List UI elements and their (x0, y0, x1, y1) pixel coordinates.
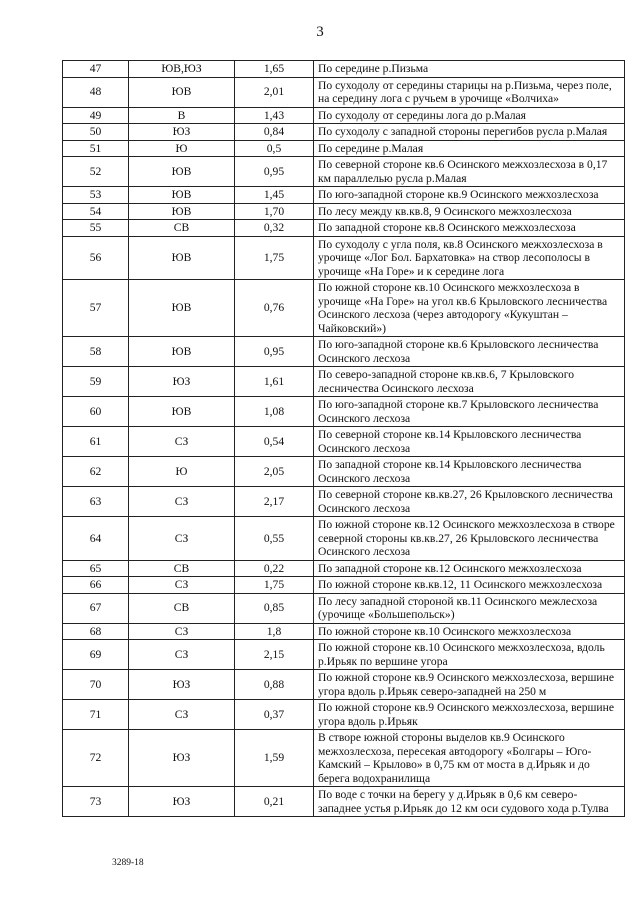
direction-cell: СЗ (129, 700, 235, 730)
row-number-cell: 63 (63, 487, 129, 517)
row-number-cell: 61 (63, 427, 129, 457)
length-cell: 0,37 (235, 700, 314, 730)
table-row (63, 107, 625, 124)
direction-cell: ЮВ (129, 203, 235, 220)
table-row (63, 640, 625, 670)
length-cell: 1,59 (235, 730, 314, 787)
table-row (63, 457, 625, 487)
row-number-cell: 72 (63, 730, 129, 787)
page-number: 3 (316, 24, 324, 40)
direction-cell: ЮВ (129, 280, 235, 337)
length-cell: 0,5 (235, 140, 314, 157)
row-number-cell: 47 (63, 61, 129, 78)
table-row (63, 236, 625, 280)
direction-cell: ЮВ (129, 236, 235, 280)
row-number-cell: 60 (63, 397, 129, 427)
table-row (63, 427, 625, 457)
length-cell: 1,75 (235, 236, 314, 280)
length-cell: 0,95 (235, 157, 314, 187)
description-cell: По южной стороне кв.10 Осинского межхозлесхоза, вдоль р.Ирьяк по вершине угора (314, 640, 625, 670)
length-cell: 0,54 (235, 427, 314, 457)
direction-cell: ЮЗ (129, 730, 235, 787)
length-cell: 0,88 (235, 670, 314, 700)
row-number-cell: 51 (63, 140, 129, 157)
row-number-cell: 57 (63, 280, 129, 337)
table-row (63, 560, 625, 577)
length-cell: 1,8 (235, 623, 314, 640)
table-row (63, 187, 625, 204)
row-number-cell: 50 (63, 124, 129, 141)
length-cell: 1,08 (235, 397, 314, 427)
row-number-cell: 58 (63, 337, 129, 367)
description-cell: По западной стороне кв.8 Осинского межхозлесхоза (314, 220, 625, 237)
length-cell: 0,55 (235, 517, 314, 561)
table-row (63, 140, 625, 157)
length-cell: 0,22 (235, 560, 314, 577)
direction-cell: ЮВ (129, 77, 235, 107)
direction-cell: СЗ (129, 487, 235, 517)
description-cell: По южной стороне кв.9 Осинского межхозлесхоза, вершине угора вдоль р.Ирьяк (314, 700, 625, 730)
length-cell: 2,15 (235, 640, 314, 670)
table-row (63, 730, 625, 787)
row-number-cell: 65 (63, 560, 129, 577)
table-row (63, 337, 625, 367)
direction-cell: ЮЗ (129, 670, 235, 700)
table-row (63, 157, 625, 187)
description-cell: По середине р.Малая (314, 140, 625, 157)
description-cell: По южной стороне кв.10 Осинского межхозлесхоза в урочище «На Горе» на угол кв.6 Крыловского лесничества Осинского лесхоза (через автодорогу «Кукуштан – Чайковский») (314, 280, 625, 337)
table-row (63, 670, 625, 700)
direction-cell: СЗ (129, 517, 235, 561)
description-cell: По юго-западной стороне кв.7 Крыловского лесничества Осинского лесхоза (314, 397, 625, 427)
table-row (63, 593, 625, 623)
length-cell: 1,70 (235, 203, 314, 220)
direction-cell: ЮЗ (129, 124, 235, 141)
length-cell: 0,21 (235, 787, 314, 817)
description-cell: По лесу западной стороной кв.11 Осинского межлесхоза (урочище «Большепольск») (314, 593, 625, 623)
length-cell: 0,85 (235, 593, 314, 623)
row-number-cell: 54 (63, 203, 129, 220)
row-number-cell: 48 (63, 77, 129, 107)
row-number-cell: 66 (63, 577, 129, 594)
direction-cell: ЮВ (129, 337, 235, 367)
direction-cell: СВ (129, 220, 235, 237)
length-cell: 2,01 (235, 77, 314, 107)
table-row (63, 203, 625, 220)
length-cell: 1,75 (235, 577, 314, 594)
boundary-table (62, 60, 625, 817)
description-cell: По северной стороне кв.14 Крыловского лесничества Осинского лесхоза (314, 427, 625, 457)
description-cell: По суходолу от середины старицы на р.Пизьма, через поле, на середину лога с ручьем в урочище «Волчиха» (314, 77, 625, 107)
direction-cell: СВ (129, 593, 235, 623)
description-cell: По юго-западной стороне кв.6 Крыловского лесничества Осинского лесхоза (314, 337, 625, 367)
row-number-cell: 62 (63, 457, 129, 487)
description-cell: По середине р.Пизьма (314, 61, 625, 78)
description-cell: По суходолу с западной стороны перегибов русла р.Малая (314, 124, 625, 141)
row-number-cell: 67 (63, 593, 129, 623)
table-row (63, 700, 625, 730)
length-cell: 0,84 (235, 124, 314, 141)
row-number-cell: 70 (63, 670, 129, 700)
table-row (63, 397, 625, 427)
row-number-cell: 71 (63, 700, 129, 730)
direction-cell: ЮВ (129, 397, 235, 427)
table-row (63, 77, 625, 107)
direction-cell: СЗ (129, 427, 235, 457)
row-number-cell: 68 (63, 623, 129, 640)
direction-cell: В (129, 107, 235, 124)
table-row (63, 220, 625, 237)
table-row (63, 517, 625, 561)
row-number-cell: 64 (63, 517, 129, 561)
direction-cell: СВ (129, 560, 235, 577)
length-cell: 0,95 (235, 337, 314, 367)
direction-cell: ЮЗ (129, 787, 235, 817)
direction-cell: СЗ (129, 577, 235, 594)
description-cell: По воде с точки на берегу у д.Ирьяк в 0,6 км северо-западнее устья р.Ирьяк до 12 км оси судового хода р.Тулва (314, 787, 625, 817)
description-cell: По южной стороне кв.кв.12, 11 Осинского межхозлесхоза (314, 577, 625, 594)
length-cell: 0,32 (235, 220, 314, 237)
description-cell: По западной стороне кв.14 Крыловского лесничества Осинского лесхоза (314, 457, 625, 487)
length-cell: 2,17 (235, 487, 314, 517)
table-row (63, 280, 625, 337)
table-row (63, 787, 625, 817)
table-row (63, 124, 625, 141)
length-cell: 2,05 (235, 457, 314, 487)
length-cell: 1,45 (235, 187, 314, 204)
row-number-cell: 69 (63, 640, 129, 670)
description-cell: По северной стороне кв.6 Осинского межхозлесхоза в 0,17 км параллелью русла р.Малая (314, 157, 625, 187)
direction-cell: ЮВ (129, 157, 235, 187)
row-number-cell: 59 (63, 367, 129, 397)
row-number-cell: 56 (63, 236, 129, 280)
description-cell: По южной стороне кв.9 Осинского межхозлесхоза, вершине угора вдоль р.Ирьяк северо-западней на 250 м (314, 670, 625, 700)
description-cell: По суходолу от середины лога до р.Малая (314, 107, 625, 124)
row-number-cell: 52 (63, 157, 129, 187)
direction-cell: ЮЗ (129, 367, 235, 397)
description-cell: По южной стороне кв.10 Осинского межхозлесхоза (314, 623, 625, 640)
length-cell: 1,61 (235, 367, 314, 397)
description-cell: По южной стороне кв.12 Осинского межхозлесхоза в створе северной стороны кв.кв.27, 26 Крыловского лесничества Осинского лесхоза (314, 517, 625, 561)
table-row (63, 623, 625, 640)
length-cell: 1,65 (235, 61, 314, 78)
table-row (63, 487, 625, 517)
description-cell: В створе южной стороны выделов кв.9 Осинского межхозлесхоза, пересекая автодорогу «Болгары – Юго-Камский – Крылово» в 0,75 км от моста в д.Ирьяк и до берега водохранилища (314, 730, 625, 787)
document-code: 3289-18 (112, 858, 144, 868)
description-cell: По северной стороне кв.кв.27, 26 Крыловского лесничества Осинского лесхоза (314, 487, 625, 517)
description-cell: По суходолу с угла поля, кв.8 Осинского межхозлесхоза в урочище «Лог Бол. Бархатовка» на створ лесополосы в урочище «На Горе» и к середине лога (314, 236, 625, 280)
table-row (63, 61, 625, 78)
table-body (63, 61, 625, 817)
description-cell: По северо-западной стороне кв.кв.6, 7 Крыловского лесничества Осинского лесхоза (314, 367, 625, 397)
description-cell: По юго-западной стороне кв.9 Осинского межхозлесхоза (314, 187, 625, 204)
direction-cell: ЮВ,ЮЗ (129, 61, 235, 78)
row-number-cell: 73 (63, 787, 129, 817)
table-row (63, 577, 625, 594)
description-cell: По лесу между кв.кв.8, 9 Осинского межхозлесхоза (314, 203, 625, 220)
length-cell: 0,76 (235, 280, 314, 337)
length-cell: 1,43 (235, 107, 314, 124)
row-number-cell: 53 (63, 187, 129, 204)
table-row (63, 367, 625, 397)
row-number-cell: 55 (63, 220, 129, 237)
direction-cell: СЗ (129, 640, 235, 670)
direction-cell: Ю (129, 140, 235, 157)
description-cell: По западной стороне кв.12 Осинского межхозлесхоза (314, 560, 625, 577)
row-number-cell: 49 (63, 107, 129, 124)
direction-cell: Ю (129, 457, 235, 487)
direction-cell: СЗ (129, 623, 235, 640)
direction-cell: ЮВ (129, 187, 235, 204)
